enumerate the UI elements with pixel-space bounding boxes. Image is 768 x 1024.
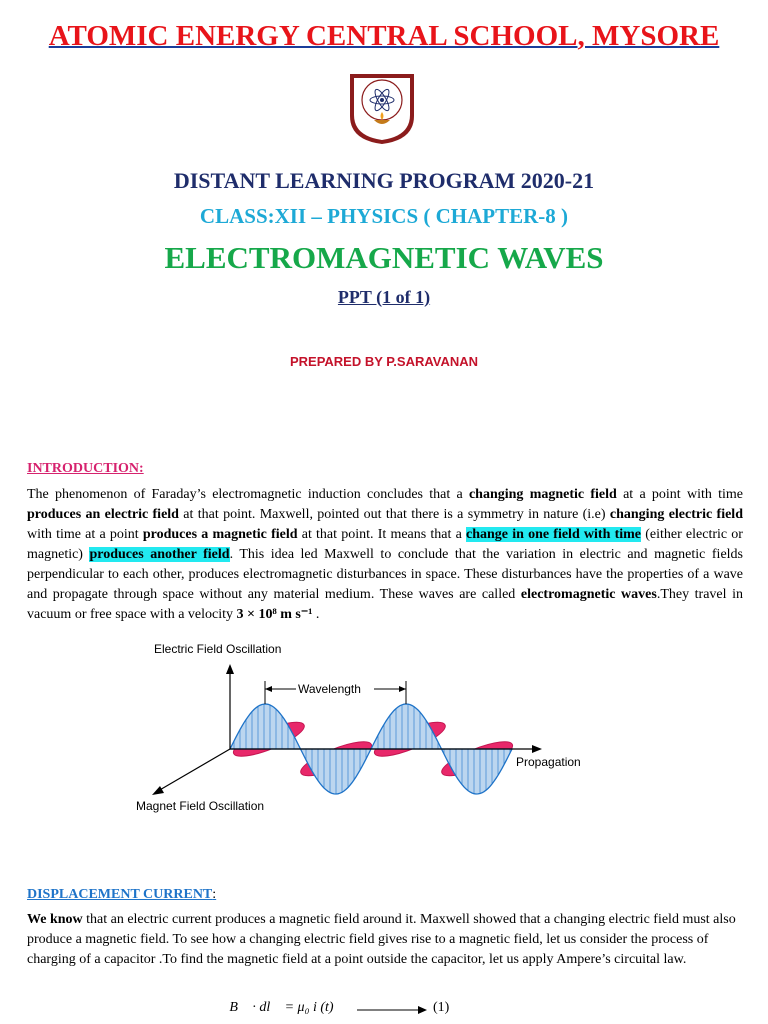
class-line: CLASS:XII – PHYSICS ( CHAPTER-8 )	[199, 204, 569, 228]
school-logo	[344, 70, 420, 146]
velocity-value: 3 × 10⁸ m s⁻¹	[236, 607, 313, 622]
ppt-label: PPT (1 of 1)	[337, 287, 431, 307]
wavelength-label: Wavelength	[298, 682, 361, 696]
highlight-produces-field: produces another field	[89, 547, 230, 562]
introduction-paragraph: The phenomenon of Faraday’s electromagnetic induction concludes that a changing magnetic field at a point with time produces an electric field at that point. Maxwell, pointed out that there is a symmetry in nature (i.e) changing electric field with time at a point produces a magnetic field at that point. It means that a change in one field with time (either electric or magnetic) produces another field. This idea led Maxwell to conclude that the variation in electric and magnetic fields perpendicular to each other, produces electromagnetic disturbances in space. These disturbances have the properties of a wave and propagate through space without any material medium. These waves are called electromagnetic waves.They travel in vacuum or free space with a velocity 3 × 10⁸ m s⁻¹ .	[27, 487, 743, 622]
prepared-by: PREPARED BY P.SARAVANAN	[289, 354, 479, 369]
em-wave-diagram	[130, 636, 600, 821]
chapter-topic: ELECTROMAGNETIC WAVES	[164, 240, 604, 275]
highlight-change-field: change in one field with time	[466, 527, 641, 542]
propagation-label: Propagation	[516, 755, 581, 769]
amperes-law-equation: ∮ B⃗ · dl⃗ = μ₀ i (t) (1)	[215, 1000, 450, 1015]
school-title: ATOMIC ENERGY CENTRAL SCHOOL, MYSORE	[48, 20, 720, 52]
magnetic-field-label: Magnet Field Oscillation	[136, 799, 265, 813]
displacement-paragraph: We know that an electric current produces a magnetic field around it. Maxwell showed that a changing electric field must also produce a magnetic field. To see how a changing electric field gives rise to a magnetic field, let us consider the process of charging of a capacitor .To find the magnetic field at a point outside the capacitor, let us apply Ampere’s circuital law.	[27, 912, 736, 967]
right-arrow-icon	[357, 1004, 427, 1016]
electric-field-label: Electric Field Oscillation	[154, 642, 282, 656]
program-title: DISTANT LEARNING PROGRAM 2020-21	[173, 168, 595, 193]
displacement-current-heading: DISPLACEMENT CURRENT:	[27, 887, 217, 902]
introduction-heading: INTRODUCTION:	[27, 461, 144, 476]
